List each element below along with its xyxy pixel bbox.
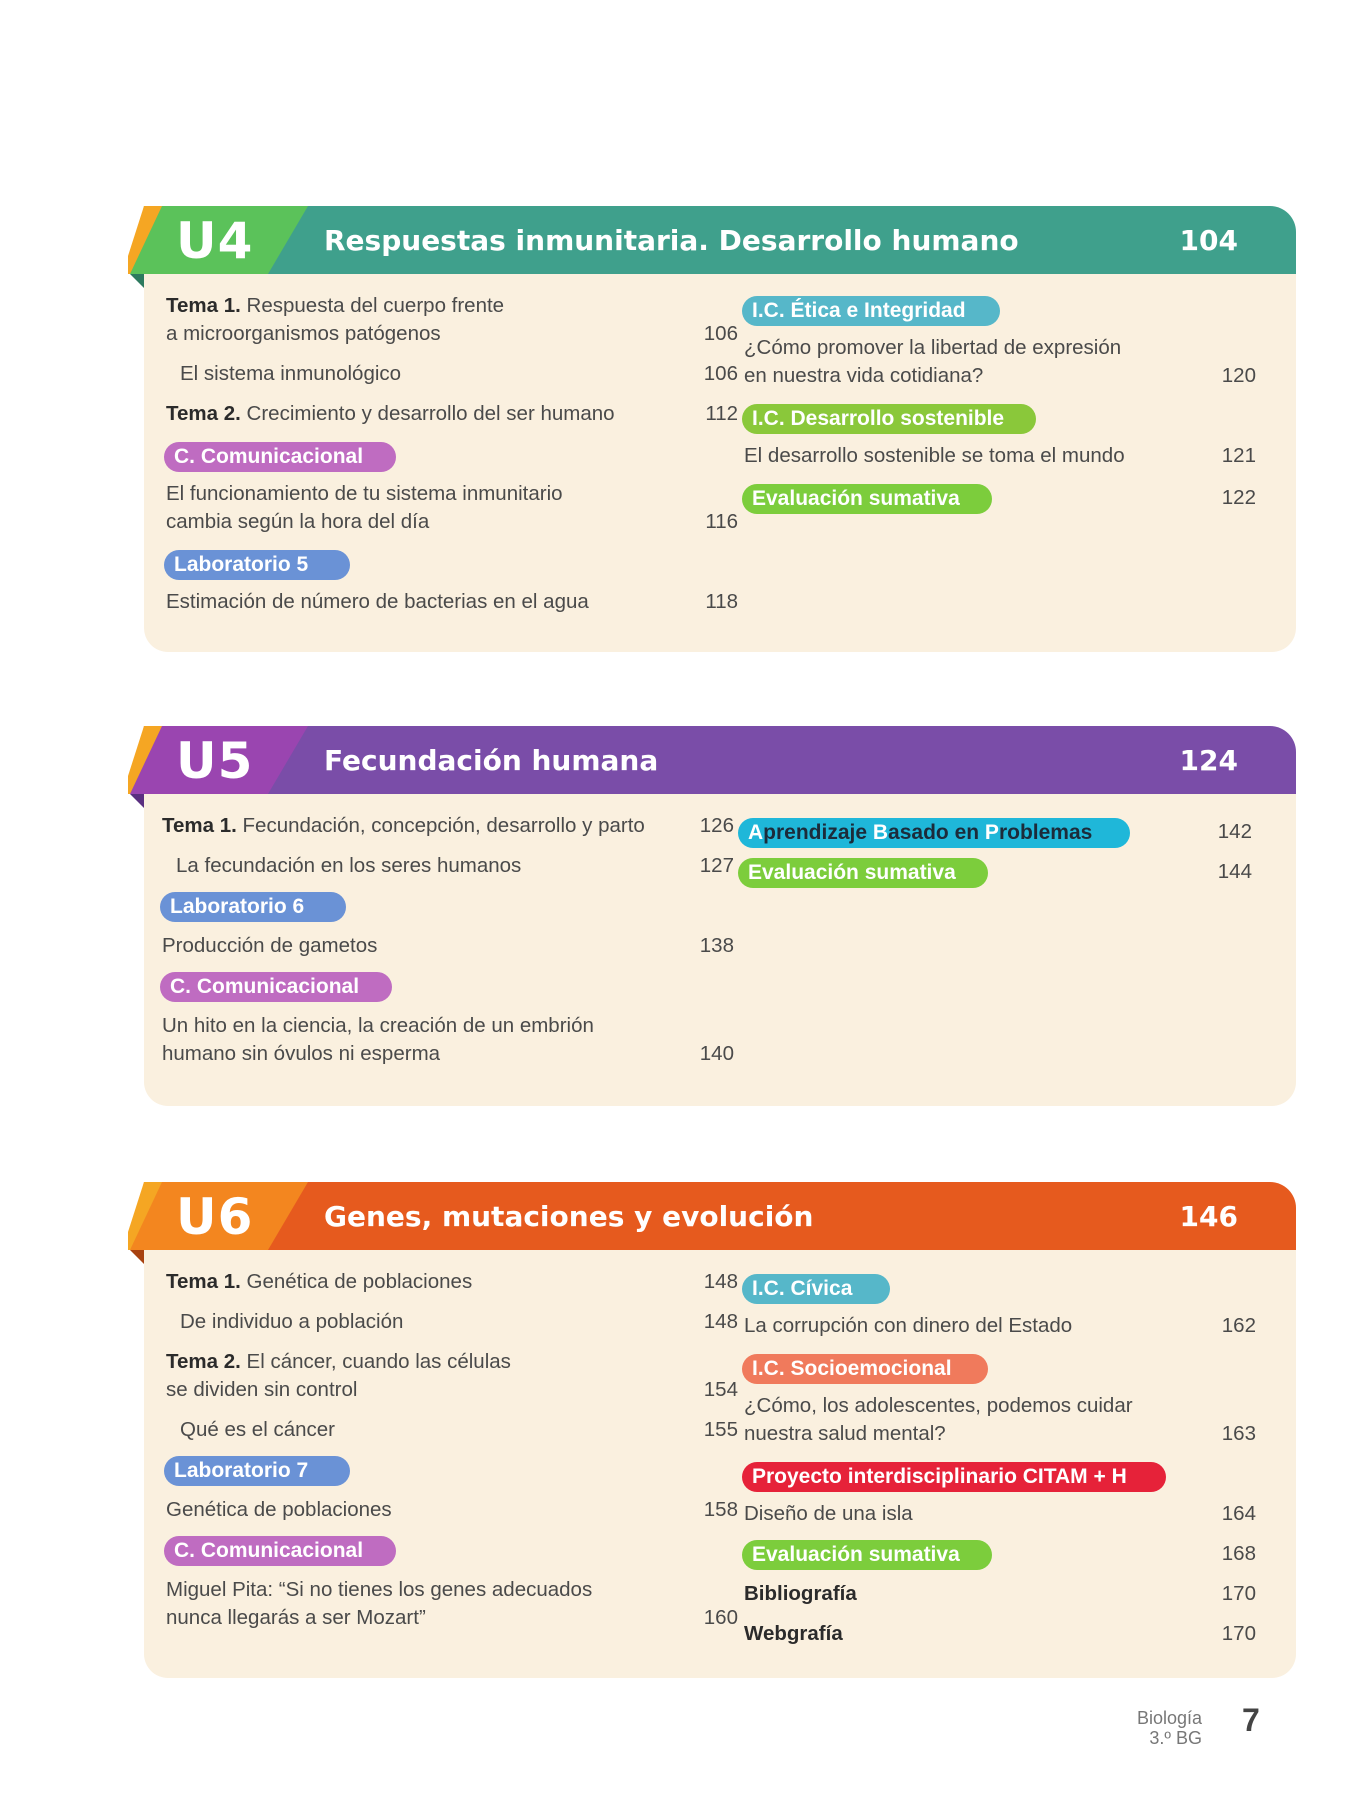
u6-socioemocional-pill: I.C. Socioemocional (742, 1354, 988, 1384)
u6-bibliografia-page: 170 (1221, 1582, 1256, 1605)
u6-tema2-line2: se dividen sin control (166, 1378, 358, 1401)
u5-abp-word3: roblemas (998, 821, 1093, 844)
u6-item2-line1: Miguel Pita: “Si no tienes los genes adecuados (166, 1578, 593, 1601)
u4-item1-page: 116 (705, 510, 738, 533)
u6-sub1-page: 148 (703, 1310, 738, 1333)
u6-proyecto-pill: Proyecto interdisciplinario CITAM + H (742, 1462, 1166, 1492)
u4-r-item1-page: 120 (1221, 364, 1256, 387)
u6-tema1-label: Tema 1. (166, 1270, 241, 1293)
u6-sub1[interactable]: De individuo a población (180, 1310, 404, 1333)
u4-tema2-page: 112 (705, 402, 738, 425)
u4-r-item1-line1: ¿Cómo promover la libertad de expresión (744, 336, 1122, 359)
u4-tema1-page: 106 (703, 322, 738, 345)
u4-r-item2-page: 121 (1221, 444, 1256, 467)
u4-tema1[interactable] (166, 292, 586, 348)
u6-item2-line2: nunca llegarás a ser Mozart” (166, 1606, 426, 1629)
u6-tema1-text: Genética de poblaciones (246, 1270, 473, 1293)
u4-tema2-text: Crecimiento y desarrollo del ser humano (246, 402, 615, 425)
u4-tema1-line2: a microorganismos patógenos (166, 322, 441, 345)
u4-sostenible-pill: I.C. Desarrollo sostenible (742, 404, 1036, 434)
u6-civica-pill: I.C. Cívica (742, 1274, 890, 1304)
u5-laboratorio-pill: Laboratorio 6 (160, 892, 346, 922)
unit-5-section (128, 726, 1296, 1106)
u5-tema1-label: Tema 1. (162, 814, 237, 837)
u5-sub1-page: 127 (699, 854, 734, 877)
u5-item2-line2: humano sin óvulos ni esperma (162, 1042, 441, 1065)
u5-item2-line1: Un hito en la ciencia, la creación de un embrión (162, 1014, 594, 1037)
u4-tema2[interactable] (166, 400, 615, 428)
u5-sub1[interactable]: La fecundación en los seres humanos (176, 854, 522, 877)
u6-tema2-line1: El cáncer, cuando las células (246, 1350, 511, 1373)
u6-sub2[interactable]: Qué es el cáncer (180, 1418, 335, 1441)
u6-sub2-page: 155 (703, 1418, 738, 1441)
u4-tema2-label: Tema 2. (166, 402, 241, 425)
u6-tema2[interactable] (166, 1348, 511, 1404)
u5-evaluacion-pill[interactable]: Evaluación sumativa (738, 858, 988, 888)
u4-item2-page: 118 (705, 590, 738, 613)
u5-abp-letter-b: B (872, 821, 889, 844)
u6-tema1-page: 148 (703, 1270, 738, 1293)
footer-book-line2: 3.º BG (1149, 1728, 1202, 1748)
footer-book-title (1110, 1708, 1202, 1748)
u5-item1[interactable]: Producción de gametos (162, 934, 378, 957)
u5-abp-word2: asado en (888, 821, 985, 844)
u4-tema1-line1: Respuesta del cuerpo frente (246, 294, 505, 317)
u6-item1-page: 158 (703, 1498, 738, 1521)
u5-abp-letter-a: A (748, 821, 764, 844)
unit-6-tab-tail (128, 1248, 144, 1264)
u6-item2[interactable] (166, 1576, 592, 1632)
u6-r-item2-line1: ¿Cómo, los adolescentes, podemos cuidar (744, 1394, 1133, 1417)
unit-4-tab-tail (128, 272, 144, 288)
u6-r-item2-line2: nuestra salud mental? (744, 1422, 946, 1445)
u6-r-item1[interactable]: La corrupción con dinero del Estado (744, 1314, 1073, 1337)
footer-book-line1: Biología (1136, 1708, 1202, 1728)
u5-abp-page: 142 (1217, 820, 1252, 843)
u4-evaluacion-page: 122 (1221, 486, 1256, 509)
u6-item2-page: 160 (703, 1606, 738, 1629)
unit-5-page: 124 (1179, 744, 1238, 777)
u5-comunicacional-pill: C. Comunicacional (160, 972, 392, 1002)
u6-webgrafia-page: 170 (1221, 1622, 1256, 1645)
u5-abp-word1: prendizaje (763, 821, 873, 844)
u4-sub1-page: 106 (703, 362, 738, 385)
u6-webgrafia[interactable]: Webgrafía (744, 1622, 843, 1645)
u6-r-item1-page: 162 (1221, 1314, 1256, 1337)
u4-etica-pill: I.C. Ética e Integridad (742, 296, 1000, 326)
u4-r-item1[interactable] (744, 334, 1121, 390)
u6-r-item2[interactable] (744, 1392, 1133, 1448)
u4-item1[interactable] (166, 480, 563, 536)
u5-tema1[interactable] (162, 812, 645, 840)
unit-5-title: Fecundación humana (324, 744, 659, 777)
unit-4-page: 104 (1179, 224, 1238, 257)
u5-evaluacion-page: 144 (1217, 860, 1252, 883)
u4-tema1-label: Tema 1. (166, 294, 241, 317)
u5-abp-letter-p: P (984, 821, 999, 844)
u5-abp-pill[interactable] (738, 818, 1130, 848)
u4-item1-line2: cambia según la hora del día (166, 510, 430, 533)
u5-tema1-text: Fecundación, concepción, desarrollo y parto (242, 814, 645, 837)
u5-item1-page: 138 (699, 934, 734, 957)
u4-r-item1-line2: en nuestra vida cotidiana? (744, 364, 984, 387)
u4-r-item2[interactable]: El desarrollo sostenible se toma el mundo (744, 444, 1125, 467)
unit-6-code: U6 (176, 1188, 254, 1246)
u5-item2[interactable] (162, 1012, 594, 1068)
u4-laboratorio-pill: Laboratorio 5 (164, 550, 350, 580)
u6-evaluacion-page: 168 (1221, 1542, 1256, 1565)
footer-page-number: 7 (1242, 1702, 1260, 1738)
unit-5-tab-tail (128, 792, 144, 808)
u6-bibliografia[interactable]: Bibliografía (744, 1582, 857, 1605)
u4-sub1[interactable]: El sistema inmunológico (180, 362, 402, 385)
u6-item1[interactable]: Genética de poblaciones (166, 1498, 392, 1521)
u6-evaluacion-pill[interactable]: Evaluación sumativa (742, 1540, 992, 1570)
unit-5-header-bar (144, 726, 1296, 794)
unit-4-title: Respuestas inmunitaria. Desarrollo humano (324, 224, 1019, 257)
u5-tema1-page: 126 (699, 814, 734, 837)
u6-comunicacional-pill: C. Comunicacional (164, 1536, 396, 1566)
unit-4-section (128, 206, 1296, 652)
u4-comunicacional-pill: C. Comunicacional (164, 442, 396, 472)
u5-item2-page: 140 (699, 1042, 734, 1065)
u6-r-item2-page: 163 (1221, 1422, 1256, 1445)
u6-tema1[interactable] (166, 1268, 472, 1296)
u4-evaluacion-pill[interactable]: Evaluación sumativa (742, 484, 992, 514)
u4-item1-line1: El funcionamiento de tu sistema inmunitario (166, 482, 563, 505)
u6-laboratorio-pill: Laboratorio 7 (164, 1456, 350, 1486)
u6-r-item3-page: 164 (1221, 1502, 1256, 1525)
u6-r-item3[interactable]: Diseño de una isla (744, 1502, 913, 1525)
u6-tema2-label: Tema 2. (166, 1350, 241, 1373)
unit-5-code: U5 (176, 732, 254, 790)
u4-item2[interactable]: Estimación de número de bacterias en el agua (166, 590, 589, 613)
unit-6-title: Genes, mutaciones y evolución (324, 1200, 814, 1233)
unit-6-section (128, 1182, 1296, 1678)
unit-6-page: 146 (1179, 1200, 1238, 1233)
unit-4-code: U4 (176, 212, 254, 270)
u6-tema2-page: 154 (703, 1378, 738, 1401)
